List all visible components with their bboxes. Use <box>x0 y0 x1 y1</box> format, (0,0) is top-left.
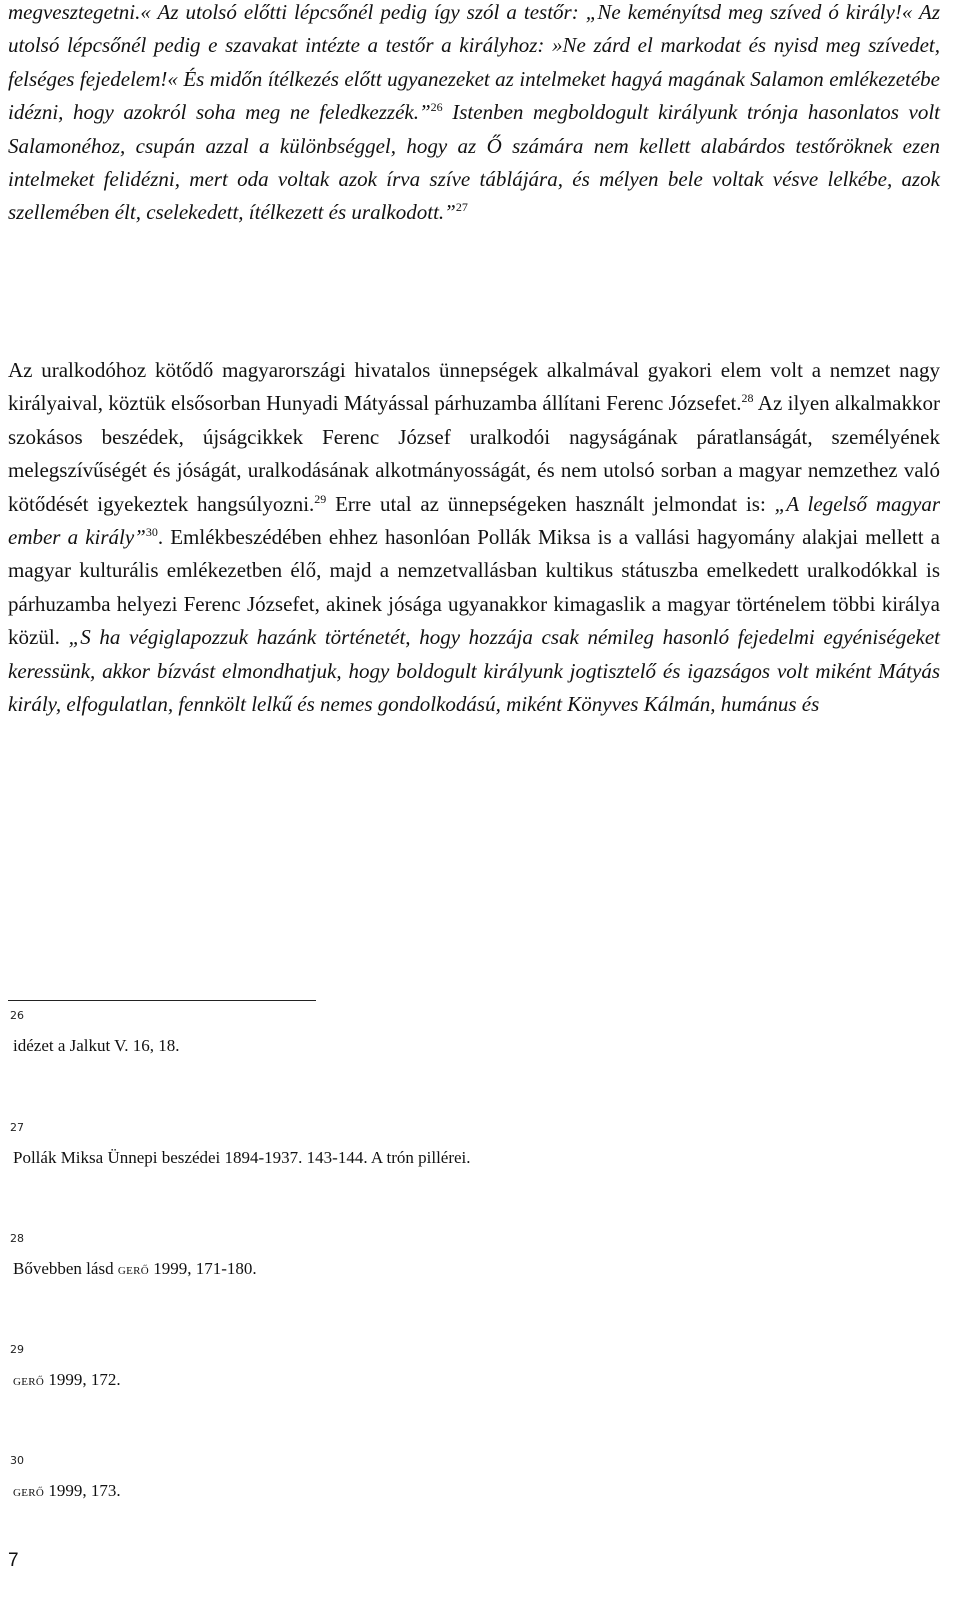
body-text-part1: Az uralkodóhoz kötődő magyarországi hivatalos ünnepségek alkalmával gyakori elem volt a nemzet nagy királyaival, köztük elsősorban Hunyadi Mátyással párhuzamba állítani Ferenc Józsefet. <box>8 358 940 416</box>
body-text-part3: Erre utal az ünnepségeken használt jelmondat is: <box>326 491 775 516</box>
footnote-number-28: 28 <box>10 1232 24 1245</box>
footnote-29-post: 1999, 172. <box>44 1370 121 1389</box>
motto-text: „A legelső magyar ember a király” <box>8 491 940 550</box>
footnote-29-author: GERŐ <box>13 1376 45 1388</box>
quotation-text-part2: Istenben megboldogult királyunk trónja hasonlatos volt Salamonéhoz, csupán azzal a különbséggel, hogy az Ő számára nem kellett alabárdos testőröknek ezen intelmeket felidézni, mert oda voltak azok írva szíve táblájára, és mélyen bele voltak vésve lelkébe, azok szellemében élt, cselekedett, ítélkezett és uralkodott.” <box>8 100 940 225</box>
footnote-30-post: 1999, 173. <box>44 1481 121 1500</box>
page-number: 7 <box>8 1550 19 1571</box>
footnote-30-author: GERŐ <box>13 1487 45 1499</box>
footnote-number-26: 26 <box>10 1009 24 1022</box>
body-text-part2: Az ilyen alkalmakkor szokásos beszédek, újságcikkek Ferenc József uralkodói nagyságának páratlanságát, személyének melegszívűségét és jóságát, uralkodásának alkotmányosságát, és nem utolsó sorban a magyar nemzethez való kötődését igyekeztek hangsúlyozni. <box>8 391 940 516</box>
footnote-text-26 <box>13 1036 180 1056</box>
quotation-paragraph <box>8 0 940 230</box>
body-text-part4: . Emlékbeszédében ehhez hasonlóan Pollák Miksa is a vallási hagyomány alakjai mellett a magyar kulturális emlékezetben élő, majd a nemzetvallásban kultikus státuszba emelkedett uralkodókkal is párhuzamba helyezi Ferenc Józsefet, akinek jósága ugyanakkor kimagaslik a magyar történelem többi királya közül. <box>8 525 940 650</box>
footnote-28-pre: Bővebben lásd <box>13 1259 118 1278</box>
footnote-ref-29[interactable]: 29 <box>314 491 327 506</box>
pollak-quote-text: „S ha végiglapozzuk hazánk történetét, hogy hozzája csak némileg hasonló fejedelmi egyéniségeket keressünk, akkor bízvást elmondhatjuk, hogy boldogult királyunk jogtisztelő és igazságos volt miként Mátyás király, elfogulatlan, fennkölt lelkű és nemes gondolkodású, miként Könyves Kálmán, humánus és <box>8 625 940 717</box>
footnote-ref-27[interactable]: 27 <box>455 200 468 215</box>
footnote-text-28 <box>13 1259 257 1281</box>
footnote-number-30: 30 <box>10 1454 24 1467</box>
footnote-28-author: GERŐ <box>117 1265 149 1277</box>
footnote-27-text: Pollák Miksa Ünnepi beszédei 1894-1937. 143-144. A trón pillérei. <box>13 1148 471 1167</box>
footnote-number-29: 29 <box>10 1343 24 1356</box>
body-paragraph <box>8 354 940 721</box>
footnote-text-27 <box>13 1148 471 1168</box>
footnote-26-text: idézet a Jalkut V. 16, 18. <box>13 1036 180 1055</box>
quotation-text-part1: megvesztegetni.« Az utolsó előtti lépcsőnél pedig így szól a testőr: „Ne keményítsd meg szíved ó király!« Az utolsó lépcsőnél pedig e szavakat intézte a testőr a királyhoz: »Ne zárd el markodat és nyisd meg szívedet, felséges fejedelem!« És midőn ítélkezés előtt ugyanezeket az intelmeket hagyá magának Salamon emlékezetébe idézni, hogy azokról soha meg ne feledkezzék.” <box>8 0 940 125</box>
footnote-ref-30[interactable]: 30 <box>145 525 158 540</box>
footnote-ref-26[interactable]: 26 <box>430 100 443 115</box>
footnote-text-30 <box>13 1481 121 1503</box>
footnote-28-post: 1999, 171-180. <box>148 1259 257 1278</box>
footnote-text-29 <box>13 1370 121 1392</box>
footnote-separator <box>8 1000 316 1001</box>
footnote-number-27: 27 <box>10 1121 24 1134</box>
footnote-ref-28[interactable]: 28 <box>741 391 754 406</box>
